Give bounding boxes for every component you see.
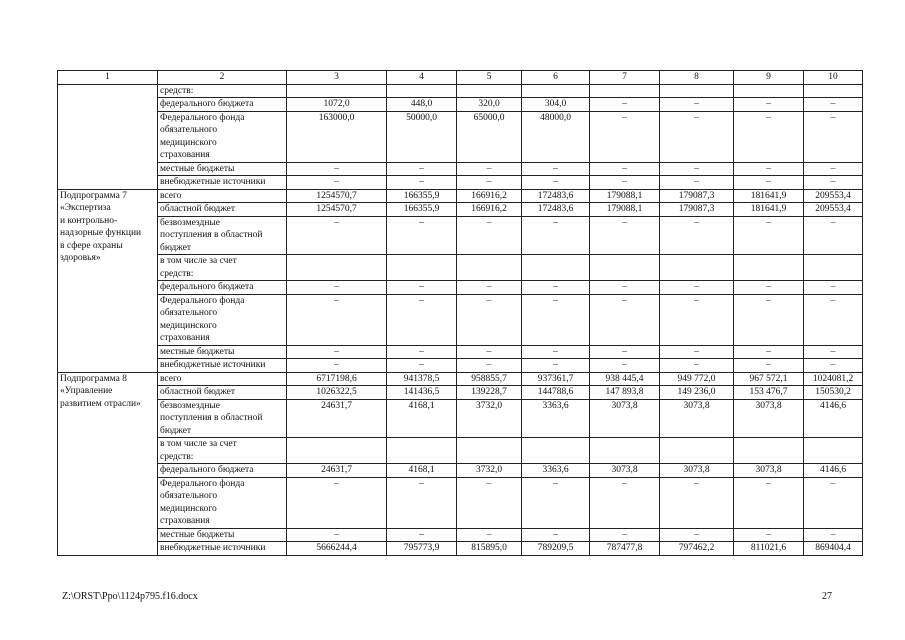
- value-cell: 3363,6: [522, 399, 590, 438]
- program-name-cell: [58, 372, 158, 555]
- value-cell: [660, 84, 734, 98]
- funding-source-cell: [158, 176, 287, 190]
- value-cell: 320,0: [457, 98, 522, 112]
- value-cell: –: [287, 281, 387, 295]
- table-body: [58, 84, 863, 555]
- value-cell: –: [457, 477, 522, 528]
- funding-source-cell: [158, 203, 287, 217]
- funding-source-cell: [158, 464, 287, 478]
- funding-source-cell: [158, 542, 287, 556]
- funding-source-line: Федерального фонда: [160, 112, 245, 123]
- value-cell: –: [660, 528, 734, 542]
- value-cell: 1254570,7: [287, 189, 387, 203]
- funding-source-line: местные бюджеты: [160, 529, 235, 540]
- value-cell: –: [590, 216, 660, 255]
- value-cell: –: [734, 294, 804, 345]
- value-cell: –: [590, 111, 660, 162]
- value-cell: –: [804, 359, 863, 373]
- funding-source-line: страхования: [160, 150, 210, 160]
- program-name-line: «Экспертиза: [60, 203, 111, 213]
- funding-source-line: Федерального фонда: [160, 478, 245, 489]
- table-row: [58, 345, 863, 359]
- value-cell: –: [660, 111, 734, 162]
- value-cell: [387, 438, 457, 464]
- program-name-cell: [58, 189, 158, 372]
- value-cell: –: [457, 281, 522, 295]
- value-cell: 869404,4: [804, 542, 863, 556]
- program-name-line: здоровья»: [60, 253, 101, 263]
- value-cell: [522, 438, 590, 464]
- value-cell: 181641,9: [734, 203, 804, 217]
- value-cell: [457, 84, 522, 98]
- funding-source-line: обязательного: [160, 125, 218, 135]
- value-cell: 179087,3: [660, 203, 734, 217]
- funding-source-cell: [158, 438, 287, 464]
- funding-source-line: средств:: [160, 268, 194, 279]
- value-cell: 795773,9: [387, 542, 457, 556]
- funding-source-cell: [158, 281, 287, 295]
- value-cell: –: [660, 98, 734, 112]
- table-row: [58, 84, 863, 98]
- program-name-line: «Управление: [60, 386, 113, 396]
- table-row: [58, 399, 863, 438]
- value-cell: 3073,8: [590, 464, 660, 478]
- value-cell: –: [804, 281, 863, 295]
- program-name-line: надзорные функции: [60, 228, 142, 238]
- funding-source-line: средств:: [160, 85, 194, 96]
- value-cell: [660, 438, 734, 464]
- value-cell: 4168,1: [387, 399, 457, 438]
- value-cell: –: [287, 176, 387, 190]
- value-cell: –: [590, 528, 660, 542]
- program-name-line: развитием отрасли»: [60, 398, 141, 409]
- value-cell: –: [734, 216, 804, 255]
- value-cell: [734, 84, 804, 98]
- funding-source-line: всего: [160, 190, 182, 201]
- value-cell: –: [387, 359, 457, 373]
- value-cell: –: [387, 294, 457, 345]
- table-row: [58, 281, 863, 295]
- value-cell: –: [287, 528, 387, 542]
- value-cell: –: [387, 176, 457, 190]
- funding-source-cell: [158, 216, 287, 255]
- value-cell: –: [522, 162, 590, 176]
- funding-source-line: в том числе за счет: [160, 439, 237, 449]
- funding-source-line: медицинского: [160, 320, 217, 331]
- funding-source-cell: [158, 255, 287, 281]
- value-cell: –: [457, 216, 522, 255]
- funding-source-line: в том числе за счет: [160, 256, 237, 266]
- value-cell: –: [734, 477, 804, 528]
- value-cell: –: [660, 345, 734, 359]
- value-cell: 144788,6: [522, 386, 590, 400]
- column-number-row: [58, 71, 863, 85]
- value-cell: 1072,0: [287, 98, 387, 112]
- funding-source-line: бюджет: [160, 242, 192, 253]
- value-cell: –: [734, 359, 804, 373]
- table-row: [58, 359, 863, 373]
- value-cell: [804, 438, 863, 464]
- value-cell: –: [522, 294, 590, 345]
- value-cell: [522, 84, 590, 98]
- value-cell: –: [387, 216, 457, 255]
- value-cell: 949 772,0: [660, 372, 734, 386]
- value-cell: 938 445,4: [590, 372, 660, 386]
- value-cell: 209553,4: [804, 189, 863, 203]
- value-cell: –: [734, 281, 804, 295]
- value-cell: –: [590, 294, 660, 345]
- column-number-1: 1: [58, 71, 158, 85]
- table-row: [58, 98, 863, 112]
- value-cell: –: [522, 528, 590, 542]
- value-cell: 937361,7: [522, 372, 590, 386]
- funding-source-line: страхования: [160, 333, 210, 343]
- value-cell: 3073,8: [660, 464, 734, 478]
- value-cell: 179087,3: [660, 189, 734, 203]
- value-cell: 166916,2: [457, 203, 522, 217]
- value-cell: 181641,9: [734, 189, 804, 203]
- value-cell: 166355,9: [387, 189, 457, 203]
- value-cell: –: [457, 176, 522, 190]
- page-number: 27: [822, 591, 832, 602]
- value-cell: 3732,0: [457, 464, 522, 478]
- value-cell: [457, 255, 522, 281]
- value-cell: 172483,6: [522, 189, 590, 203]
- funding-source-line: областной бюджет: [160, 204, 236, 214]
- value-cell: –: [387, 528, 457, 542]
- funding-source-line: бюджет: [160, 425, 192, 436]
- value-cell: –: [522, 359, 590, 373]
- value-cell: –: [804, 477, 863, 528]
- value-cell: [734, 438, 804, 464]
- table-row: [58, 386, 863, 400]
- value-cell: –: [522, 176, 590, 190]
- value-cell: –: [287, 216, 387, 255]
- value-cell: –: [457, 162, 522, 176]
- funding-source-line: поступления в областной: [160, 230, 263, 240]
- table-row: [58, 255, 863, 281]
- value-cell: 3073,8: [734, 464, 804, 478]
- value-cell: [804, 84, 863, 98]
- value-cell: –: [287, 162, 387, 176]
- value-cell: –: [660, 359, 734, 373]
- value-cell: 65000,0: [457, 111, 522, 162]
- funding-source-line: обязательного: [160, 491, 218, 501]
- value-cell: –: [660, 216, 734, 255]
- funding-source-line: медицинского: [160, 137, 217, 148]
- funding-source-line: внебюджетные источники: [160, 177, 266, 187]
- value-cell: 3073,8: [734, 399, 804, 438]
- program-name-line: Подпрограмма 7: [60, 190, 127, 201]
- value-cell: –: [287, 345, 387, 359]
- funding-source-cell: [158, 477, 287, 528]
- value-cell: –: [804, 528, 863, 542]
- value-cell: –: [804, 98, 863, 112]
- value-cell: 5666244,4: [287, 542, 387, 556]
- funding-source-line: федерального бюджета: [160, 99, 254, 109]
- value-cell: –: [287, 359, 387, 373]
- program-name-line: Подпрограмма 8: [60, 373, 127, 384]
- value-cell: 4146,6: [804, 399, 863, 438]
- value-cell: 3732,0: [457, 399, 522, 438]
- value-cell: –: [387, 345, 457, 359]
- funding-source-line: областной бюджет: [160, 387, 236, 397]
- value-cell: –: [804, 216, 863, 255]
- value-cell: –: [457, 528, 522, 542]
- value-cell: –: [734, 528, 804, 542]
- value-cell: 958855,7: [457, 372, 522, 386]
- value-cell: 941378,5: [387, 372, 457, 386]
- value-cell: –: [804, 176, 863, 190]
- value-cell: –: [590, 281, 660, 295]
- value-cell: 3363,6: [522, 464, 590, 478]
- value-cell: –: [387, 281, 457, 295]
- funding-source-line: безвозмездные: [160, 400, 221, 411]
- column-number-7: 7: [590, 71, 660, 85]
- program-cell-continued: [58, 84, 158, 189]
- value-cell: 448,0: [387, 98, 457, 112]
- file-path: Z:\ORST\Ppo\1124p795.f16.docx: [62, 591, 198, 602]
- table-row: [58, 542, 863, 556]
- value-cell: 163000,0: [287, 111, 387, 162]
- column-number-4: 4: [387, 71, 457, 85]
- value-cell: 141436,5: [387, 386, 457, 400]
- table-row: [58, 438, 863, 464]
- value-cell: –: [590, 176, 660, 190]
- value-cell: [590, 255, 660, 281]
- column-number-3: 3: [287, 71, 387, 85]
- funding-source-cell: [158, 372, 287, 386]
- value-cell: –: [804, 162, 863, 176]
- table-row: [58, 162, 863, 176]
- value-cell: 179088,1: [590, 189, 660, 203]
- funding-source-line: внебюджетные источники: [160, 543, 266, 553]
- funding-source-line: поступления в областной: [160, 413, 263, 423]
- value-cell: –: [522, 345, 590, 359]
- table-row: [58, 216, 863, 255]
- value-cell: –: [734, 176, 804, 190]
- value-cell: 1026322,5: [287, 386, 387, 400]
- value-cell: 1024081,2: [804, 372, 863, 386]
- table-row: [58, 372, 863, 386]
- value-cell: [660, 255, 734, 281]
- funding-source-line: всего: [160, 373, 182, 384]
- value-cell: –: [287, 477, 387, 528]
- value-cell: [590, 84, 660, 98]
- funding-source-line: федерального бюджета: [160, 282, 254, 292]
- table-row: [58, 294, 863, 345]
- funding-source-line: медицинского: [160, 503, 217, 514]
- value-cell: 811021,6: [734, 542, 804, 556]
- value-cell: –: [660, 294, 734, 345]
- value-cell: –: [590, 359, 660, 373]
- value-cell: –: [590, 98, 660, 112]
- table-row: [58, 189, 863, 203]
- value-cell: –: [734, 111, 804, 162]
- value-cell: 787477,8: [590, 542, 660, 556]
- funding-source-cell: [158, 528, 287, 542]
- funding-source-line: средств:: [160, 451, 194, 462]
- column-number-2: 2: [158, 71, 287, 85]
- funding-source-cell: [158, 386, 287, 400]
- value-cell: 149 236,0: [660, 386, 734, 400]
- value-cell: –: [660, 162, 734, 176]
- value-cell: –: [287, 294, 387, 345]
- table-row: [58, 203, 863, 217]
- column-number-5: 5: [457, 71, 522, 85]
- value-cell: 166916,2: [457, 189, 522, 203]
- funding-source-line: страхования: [160, 516, 210, 526]
- funding-source-cell: [158, 162, 287, 176]
- value-cell: –: [522, 216, 590, 255]
- value-cell: [387, 255, 457, 281]
- value-cell: –: [457, 359, 522, 373]
- value-cell: –: [590, 477, 660, 528]
- value-cell: [457, 438, 522, 464]
- value-cell: 24631,7: [287, 399, 387, 438]
- funding-source-cell: [158, 84, 287, 98]
- value-cell: –: [804, 345, 863, 359]
- column-number-8: 8: [660, 71, 734, 85]
- value-cell: –: [457, 345, 522, 359]
- value-cell: 4168,1: [387, 464, 457, 478]
- program-name-line: в сфере охраны: [60, 240, 123, 251]
- value-cell: 815895,0: [457, 542, 522, 556]
- value-cell: 1254570,7: [287, 203, 387, 217]
- funding-source-line: федерального бюджета: [160, 465, 254, 475]
- value-cell: [590, 438, 660, 464]
- column-number-10: 10: [804, 71, 863, 85]
- value-cell: [804, 255, 863, 281]
- funding-source-line: местные бюджеты: [160, 163, 235, 174]
- column-number-6: 6: [522, 71, 590, 85]
- funding-source-cell: [158, 111, 287, 162]
- value-cell: 50000,0: [387, 111, 457, 162]
- value-cell: [287, 84, 387, 98]
- value-cell: 139228,7: [457, 386, 522, 400]
- budget-table: [57, 70, 863, 556]
- table-row: [58, 528, 863, 542]
- funding-source-cell: [158, 98, 287, 112]
- column-number-9: 9: [734, 71, 804, 85]
- funding-source-cell: [158, 189, 287, 203]
- value-cell: 179088,1: [590, 203, 660, 217]
- value-cell: –: [734, 98, 804, 112]
- table-row: [58, 464, 863, 478]
- value-cell: 24631,7: [287, 464, 387, 478]
- value-cell: 153 476,7: [734, 386, 804, 400]
- value-cell: 6717198,6: [287, 372, 387, 386]
- funding-source-line: Федерального фонда: [160, 295, 245, 306]
- value-cell: –: [387, 477, 457, 528]
- value-cell: –: [590, 162, 660, 176]
- table-row: [58, 111, 863, 162]
- value-cell: –: [387, 162, 457, 176]
- funding-source-line: безвозмездные: [160, 217, 221, 228]
- value-cell: 172483,6: [522, 203, 590, 217]
- value-cell: [734, 255, 804, 281]
- value-cell: –: [660, 281, 734, 295]
- value-cell: –: [804, 294, 863, 345]
- funding-source-line: местные бюджеты: [160, 346, 235, 357]
- value-cell: 166355,9: [387, 203, 457, 217]
- value-cell: 48000,0: [522, 111, 590, 162]
- funding-source-cell: [158, 359, 287, 373]
- value-cell: 304,0: [522, 98, 590, 112]
- funding-source-line: обязательного: [160, 308, 218, 318]
- funding-source-line: внебюджетные источники: [160, 360, 266, 370]
- value-cell: 147 893,8: [590, 386, 660, 400]
- value-cell: 3073,8: [590, 399, 660, 438]
- value-cell: [287, 438, 387, 464]
- value-cell: [387, 84, 457, 98]
- program-name-line: и контрольно-: [60, 215, 118, 226]
- table-row: [58, 477, 863, 528]
- value-cell: 789209,5: [522, 542, 590, 556]
- value-cell: 797462,2: [660, 542, 734, 556]
- value-cell: –: [522, 281, 590, 295]
- value-cell: [522, 255, 590, 281]
- value-cell: –: [734, 162, 804, 176]
- table-row: [58, 176, 863, 190]
- value-cell: 4146,6: [804, 464, 863, 478]
- value-cell: –: [734, 345, 804, 359]
- value-cell: 3073,8: [660, 399, 734, 438]
- value-cell: –: [590, 345, 660, 359]
- value-cell: –: [660, 176, 734, 190]
- value-cell: –: [660, 477, 734, 528]
- value-cell: 967 572,1: [734, 372, 804, 386]
- funding-source-cell: [158, 345, 287, 359]
- value-cell: –: [804, 111, 863, 162]
- funding-source-cell: [158, 399, 287, 438]
- funding-source-cell: [158, 294, 287, 345]
- value-cell: –: [522, 477, 590, 528]
- value-cell: 209553,4: [804, 203, 863, 217]
- value-cell: –: [457, 294, 522, 345]
- value-cell: 150530,2: [804, 386, 863, 400]
- value-cell: [287, 255, 387, 281]
